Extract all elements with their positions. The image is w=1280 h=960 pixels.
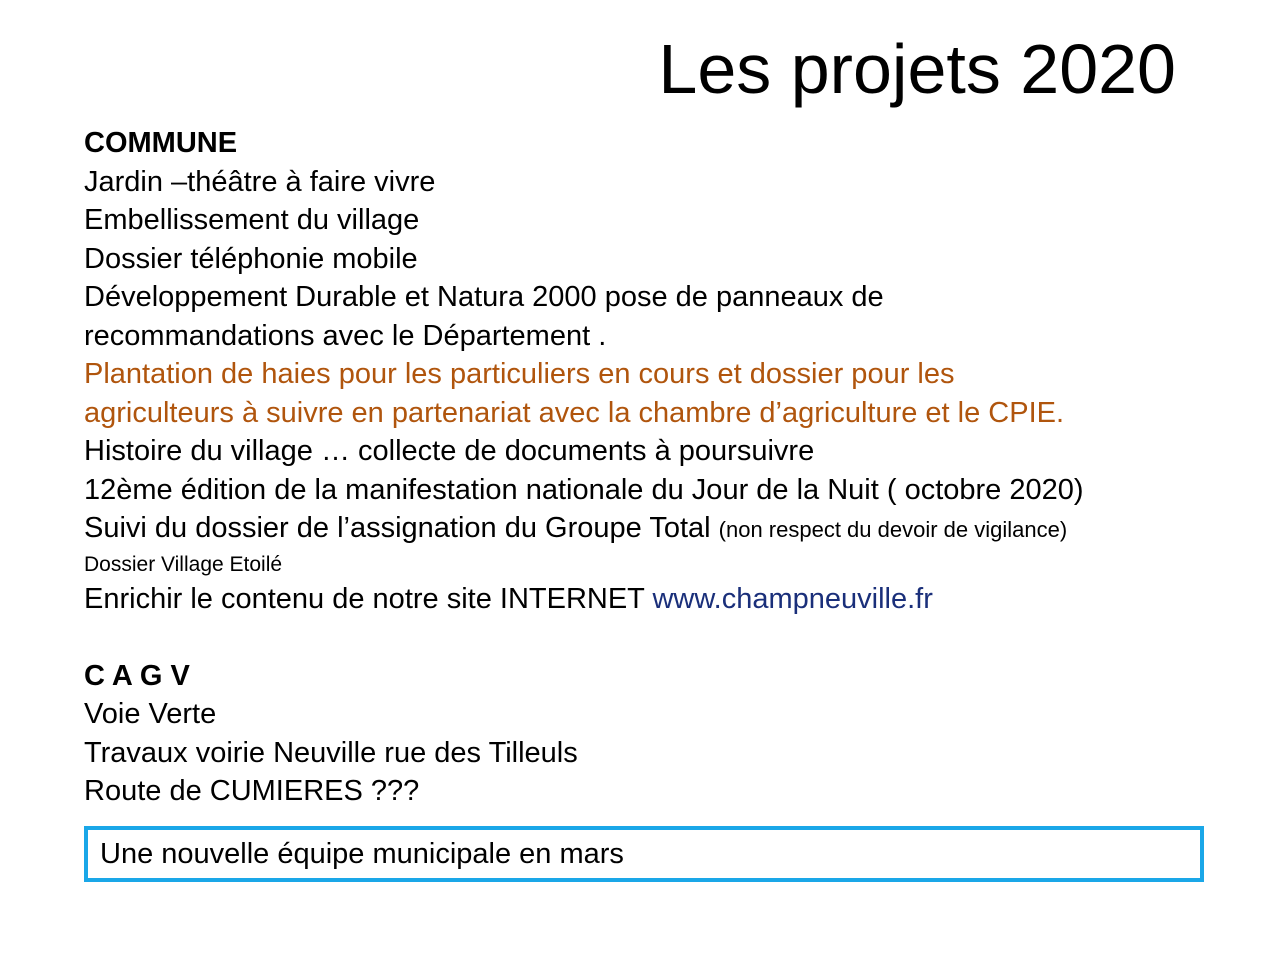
item-plantation-line-1: Plantation de haies pour les particuliers en cours et dossier pour les	[84, 358, 955, 390]
item-village-etoile: Dossier Village Etoilé	[84, 552, 283, 576]
item-voie-verte: Voie Verte	[84, 698, 217, 730]
item-histoire: Histoire du village … collecte de documents à poursuivre	[84, 435, 815, 467]
item-enrichir-site	[84, 580, 1204, 619]
enrichir-site-text: Enrichir le contenu de notre site INTERNET	[84, 582, 653, 615]
suivi-dossier-text: Suivi du dossier de l’assignation du Groupe Total	[84, 512, 719, 544]
item-telephonie: Dossier téléphonie mobile	[84, 242, 418, 275]
item-jardin: Jardin –théâtre à faire vivre	[84, 165, 436, 198]
item-jour-de-la-nuit: 12ème édition de la manifestation nationale du Jour de la Nuit ( octobre 2020)	[84, 473, 1084, 506]
content-body	[84, 124, 1204, 811]
page-title: Les projets 2020	[658, 30, 1176, 108]
item-plantation-line-2: agriculteurs à suivre en partenariat avec la chambre d’agriculture et le CPIE.	[84, 396, 1065, 429]
item-developpement-line-1: Développement Durable et Natura 2000 pose de panneaux de	[84, 281, 884, 313]
item-travaux-voirie: Travaux voirie Neuville rue des Tilleuls	[84, 736, 578, 769]
notice-box: Une nouvelle équipe municipale en mars	[84, 826, 1204, 882]
item-route-cumieres: Route de CUMIERES ???	[84, 775, 420, 807]
commune-heading: COMMUNE	[84, 127, 238, 159]
spacer	[84, 618, 1204, 657]
suivi-dossier-note: (non respect du devoir de vigilance)	[718, 517, 1068, 542]
item-embellissement: Embellissement du village	[84, 204, 420, 236]
item-developpement-line-2: recommandations avec le Département .	[84, 319, 607, 352]
cagv-heading: C A G V	[84, 659, 190, 692]
item-suivi-dossier	[84, 509, 1204, 550]
website-link[interactable]: www.champneuville.fr	[652, 582, 933, 615]
